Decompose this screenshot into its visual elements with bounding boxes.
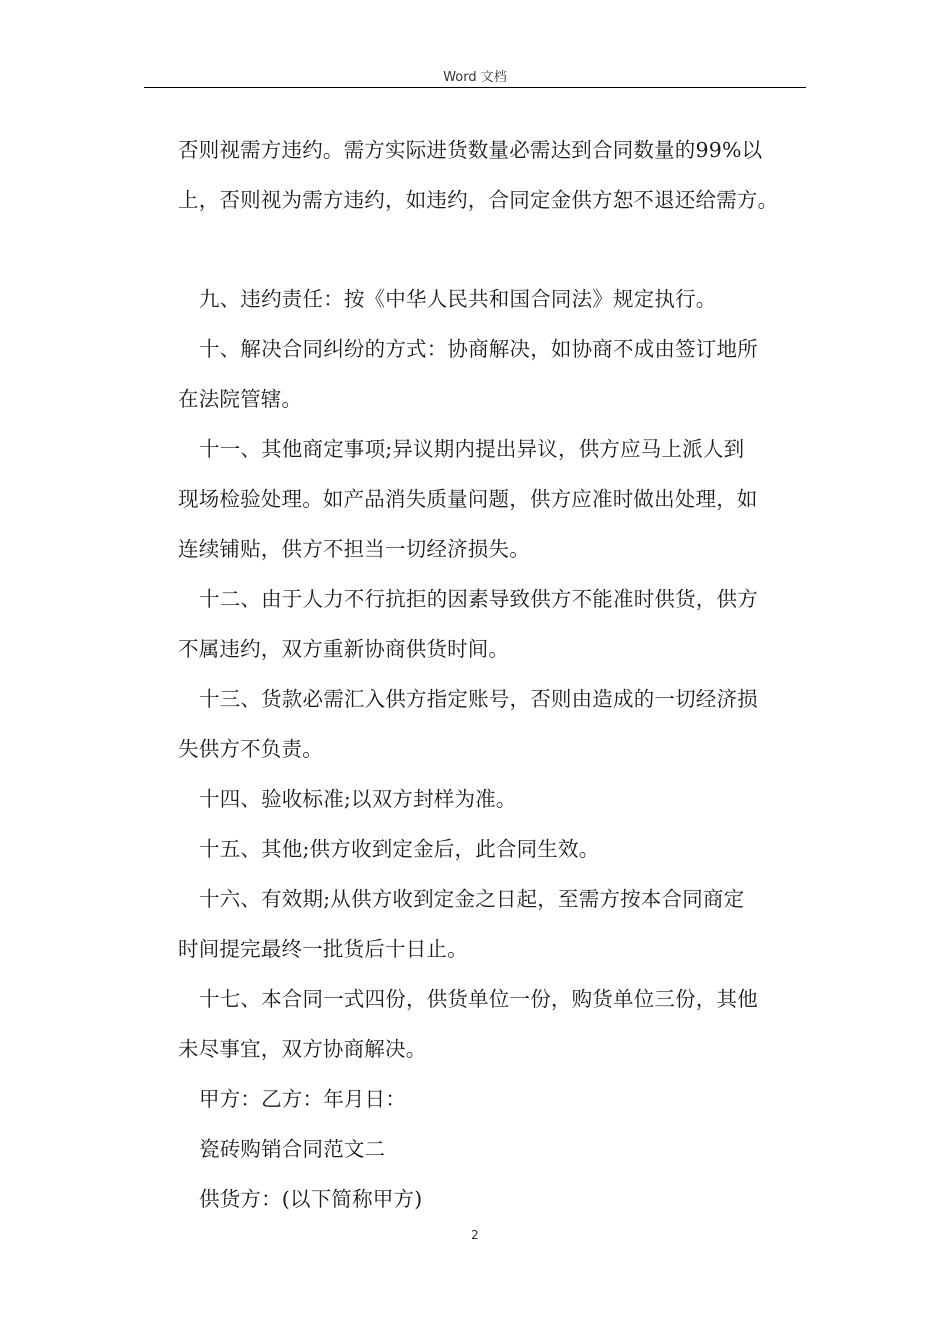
paragraph-clause-12 <box>178 574 818 674</box>
paragraph-spacer <box>178 225 818 274</box>
paragraph-clause-14 <box>178 774 818 824</box>
text-line: 现场检验处理。如产品消失质量问题，供方应准时做出处理，如 <box>178 487 758 511</box>
text-line: 十二、由于人力不行抗拒的因素导致供方不能准时供货，供方 <box>199 587 758 611</box>
page-number: 2 <box>471 1228 479 1242</box>
text-line: 甲方：乙方：年月日： <box>199 1087 406 1111</box>
text-line: 十六、有效期;从供方收到定金之日起，至需方按本合同商定 <box>199 887 745 911</box>
paragraph-clause-16 <box>178 874 818 974</box>
text-line: 十四、验收标准;以双方封样为准。 <box>199 787 517 811</box>
text-line: 时间提完最终一批货后十日止。 <box>178 937 468 961</box>
header-divider <box>144 87 806 88</box>
text-line: 瓷砖购销合同范文二 <box>199 1137 386 1161</box>
page-header-title: Word 文档 <box>443 70 507 85</box>
text-line: 十三、货款必需汇入供方指定账号，否则由造成的一切经济损 <box>199 687 758 711</box>
text-line: 上，否则视为需方违约，如违约，合同定金供方恕不退还给需方。 <box>178 188 779 212</box>
paragraph-signatures <box>178 1074 818 1124</box>
text-line: 十一、其他商定事项;异议期内提出异议，供方应马上派人到 <box>199 437 745 461</box>
paragraph-clause-15 <box>178 824 818 874</box>
text-line: 连续铺贴，供方不担当一切经济损失。 <box>178 537 530 561</box>
text-line: 否则视需方违约。需方实际进货数量必需达到合同数量的99%以 <box>178 138 763 162</box>
paragraph-clause-11 <box>178 424 818 574</box>
paragraph-clause-9 <box>178 274 818 324</box>
document-body <box>178 125 818 1224</box>
paragraph-clause-13 <box>178 674 818 774</box>
paragraph-continuation <box>178 125 818 225</box>
text-line: 九、违约责任：按《中华人民共和国合同法》规定执行。 <box>199 287 717 311</box>
text-line: 十七、本合同一式四份，供货单位一份，购货单位三份，其他 <box>199 987 758 1011</box>
text-line: 十、解决合同纠纷的方式：协商解决，如协商不成由签订地所 <box>199 337 758 361</box>
paragraph-supplier <box>178 1174 818 1224</box>
text-line: 在法院管辖。 <box>178 387 303 411</box>
paragraph-clause-17 <box>178 974 818 1074</box>
text-line: 未尽事宜，双方协商解决。 <box>178 1037 427 1061</box>
text-line: 十五、其他;供方收到定金后，此合同生效。 <box>199 837 600 861</box>
text-line: 失供方不负责。 <box>178 737 323 761</box>
paragraph-clause-10 <box>178 324 818 424</box>
text-line: 不属违约，双方重新协商供货时间。 <box>178 637 510 661</box>
text-line: 供货方：(以下简称甲方) <box>199 1187 423 1211</box>
paragraph-section-title <box>178 1124 818 1174</box>
